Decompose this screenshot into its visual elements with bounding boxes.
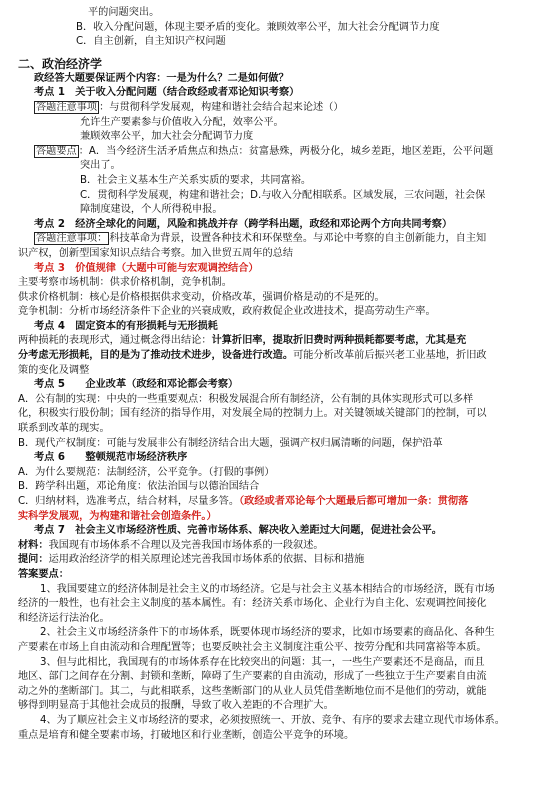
text-line: 识产权，创新型国家知识点结合考察。加入世贸五周年的总结: [18, 247, 294, 259]
text-line: 竞争机制：分析市场经济条件下企业的兴衰成败，政府救促企业改进技术，提高劳动生产率。: [18, 306, 436, 318]
points-label: 答题要点: [36, 145, 77, 157]
text-line: 主要考察市场机制：供求价格机制，竞争机制。: [18, 277, 232, 289]
points-line: 答题要点 ：A．当今经济生活矛盾焦点和热点：贫富悬殊，两极分化，城乡差距，地区差距，公平问题: [36, 145, 494, 157]
text-line: 地区、部门之间存在分割、封锁和垄断，障碍了生产要素的自由流动，形成了一些独立于生产要素自由流: [18, 671, 487, 683]
text-line: B．现代产权制度：可能与发展非公有制经济结合出大题，强调产权归属清晰的问题，保护沿革: [18, 437, 443, 449]
text-line: B．社会主义基本生产关系实质的要求，共同富裕。: [80, 174, 312, 186]
note-line: 答题注意事项 ：与贯彻科学发展观，构建和谐社会结合起来论述（）: [36, 101, 344, 113]
text-line: 1、我国要建立的经济体制是社会主义的市场经济。它是与社会主义基本相结合的市场经济，既有市场: [40, 583, 495, 595]
question-line: 提问：运用政治经济学的相关原理论述完善我国市场体系的依据、目标和措施: [18, 554, 365, 566]
text-line: 障制度建设，个人所得税申报。: [80, 204, 223, 216]
text-line: 平的问题突出。: [88, 7, 160, 18]
answer-label: 答案要点：: [18, 568, 69, 580]
note-label: 答题注意事项: [36, 101, 98, 113]
kaodian-7-title: 考点 7 社会主义市场经济性质、完善市场体系、解决收入差距过大问题，促进社会公平。: [34, 525, 442, 537]
text-line: 够得到明显高于其他社会成员的报酬，导致了收入差距的不合理扩大。: [18, 700, 334, 712]
text-line: 动之外的垄断部门。其二，与此相联系，这些垄断部门的从业人员凭借垄断地位而不是他们的劳动，就能: [18, 685, 487, 697]
text-line: A．公有制的实现：中央的一些重要观点：积极发展混合所有制经济，公有制的具体实现形式可以多样: [18, 393, 474, 405]
text-line: 和经济运行法治化。: [18, 612, 110, 624]
text-line: 3、但与此相比，我国现有的市场体系存在比较突出的问题：其一，一些生产要素还不是商品，而且: [40, 656, 485, 668]
text-line: 分考虑无形损耗，目的是为了推动技术进步，设备进行改造。可能分析改革前后振兴老工业基地，折旧政: [18, 350, 487, 362]
text-line: B．收入分配问题，体现主要矛盾的变化。兼顾效率公平，加大社会分配调节力度: [76, 21, 440, 33]
text-line: 产要素在市场上自由流动和合理配置等；也要反映社会主义制度注重公平、按劳分配和共同富裕等本质。: [18, 641, 487, 653]
text-line: 策的变化及调整: [18, 364, 90, 376]
section-title: 二、政治经济学: [18, 56, 103, 71]
note-label: 答题注意事项：: [36, 233, 108, 245]
text-line: 重点是培育和健全要素市场，打破地区和行业垄断，创造公平竞争的环境。: [18, 729, 355, 741]
kaodian-4-title: 考点 4 固定资本的有形损耗与无形损耗: [34, 320, 218, 332]
text-line: 经济的一般性，也有社会主义制度的基本属性。有：经济关系市场化、企业行为自主化、宏观调控间接化: [18, 598, 487, 610]
text-line: 两种损耗的表现形式，通过概念得出结论：计算折旧率，提取折旧费时两种损耗都要考虑，尤其是充: [18, 335, 467, 347]
text-line: C．归纳材料，选准考点，结合材料，尽量多答。（政经或者邓论每个大题最后都可增加一条：贯彻落: [18, 496, 469, 507]
text-line: 供求价格机制：核心是价格根据供求变动，价格改革，强调价格是动的不是死的。: [18, 291, 385, 303]
text-line: 2、社会主义市场经济条件下的市场体系，既要体现市场经济的要求，比如市场要素的商品化、各种生: [40, 627, 495, 639]
kaodian-5-title: 考点 5 企业改革（政经和邓论都会考察）: [34, 379, 239, 391]
note-line: 答题注意事项： 科技革命为背景，设置各种技术和环保壁垒。与邓论中考察的自主创新能力，自主知: [36, 233, 487, 245]
kaodian-3-title: 考点 3 价值规律（大题中可能与宏观调控结合）: [34, 262, 259, 274]
material-line: 材料：我国现有市场体系不合理以及完善我国市场体系的一段叙述。: [18, 539, 324, 551]
text-line: 联系到改革的现实。: [18, 423, 110, 435]
kaodian-1-title: 考点 1 关于收入分配问题（结合政经或者邓论知识考察）: [34, 87, 300, 99]
text-line: 兼顾效率公平，加大社会分配调节力度: [80, 131, 254, 143]
text-line: C．贯彻科学发展观，构建和谐社会；D.与收入分配相联系。区域发展，三农问题，社会保: [80, 189, 486, 201]
text-line: 4、为了顺应社会主义市场经济的要求，必须按照统一、开放、竞争、有序的要求去建立现代市场体系。: [40, 714, 505, 726]
text-line: 允许生产要素参与价值收入分配，效率公平。: [80, 116, 284, 128]
kaodian-2-title: 考点 2 经济全球化的问题，风险和挑战并存（跨学科出题，政经和邓论两个方向共同考察）: [34, 218, 453, 230]
text-line: 实科学发展观，为构建和谐社会创造条件。）: [18, 510, 217, 522]
section-subtitle: 政经答大题要保证两个内容：一是为什么？二是如何做？: [34, 72, 289, 84]
text-line: 突出了。: [80, 160, 121, 172]
text-line: A．为什么要规范：法制经济，公平竞争。（打假的事例）: [18, 466, 275, 478]
text-line: 化，积极实行股份制；国有经济的指导作用，对发展全局的控制力上。对关键领域关键部门的控制，可以: [18, 408, 487, 420]
kaodian-6-title: 考点 6 整顿规范市场经济秩序: [34, 452, 188, 464]
text-line: B．跨学科出题，邓论角度：依法治国与以德治国结合: [18, 481, 260, 493]
text-line: C．自主创新，自主知识产权问题: [76, 36, 226, 48]
